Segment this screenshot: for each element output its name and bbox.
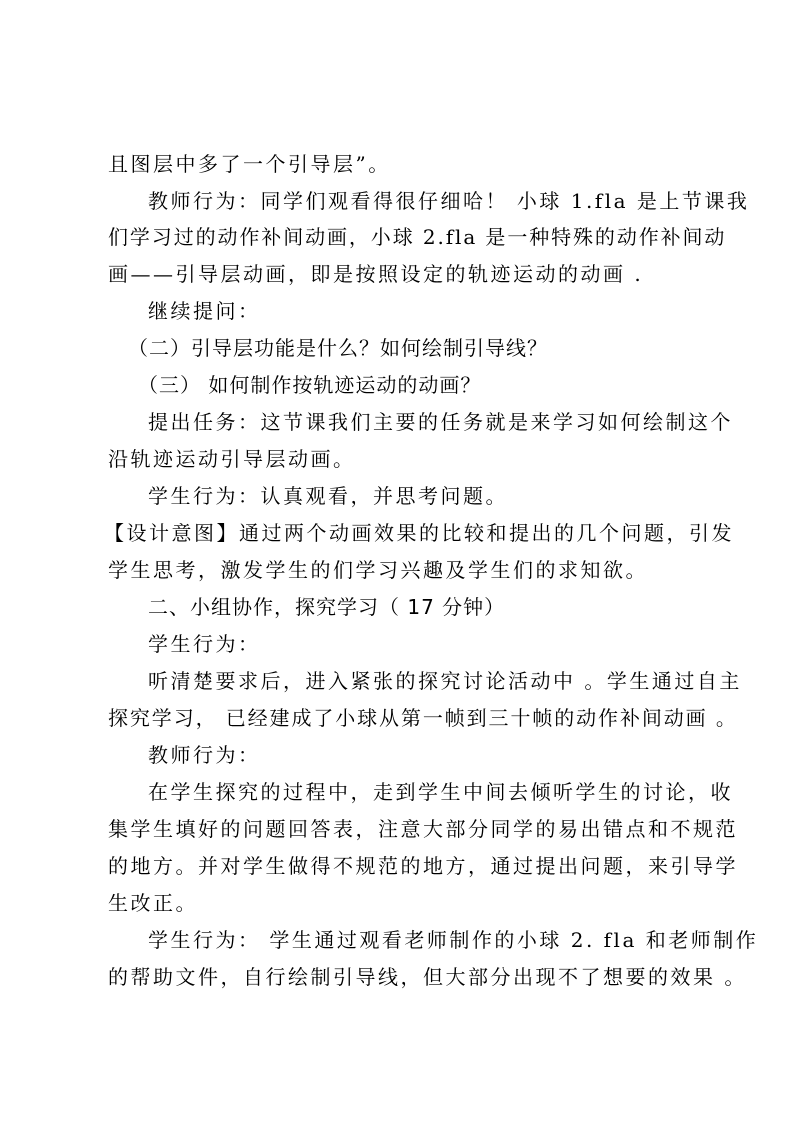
text-line: 【设计意图】通过两个动画效果的比较和提出的几个问题，引发 — [104, 521, 734, 545]
text-line: 生改正。 — [108, 891, 198, 915]
text-line: 的地方。并对学生做得不规范的地方，通过提出问题，来引导学 — [108, 854, 738, 878]
section-heading: （三） 如何制作按轨迹运动的动画？ — [138, 373, 482, 397]
text-line: 们学习过的动作补间动画，小球 2.fla 是一种特殊的动作补间动 — [108, 225, 727, 249]
text-line: 听清楚要求后，进入紧张的探究讨论活动中 。学生通过自主 — [148, 669, 742, 693]
text-line: 沿轨迹运动引导层动画。 — [108, 447, 356, 471]
text-line: 且图层中多了一个引导层”。 — [108, 152, 391, 176]
text-line: 学生行为： — [148, 632, 261, 656]
text-line: 继续提问： — [148, 299, 261, 323]
text-line: 在学生探究的过程中，走到学生中间去倾听学生的讨论，收 — [148, 780, 733, 804]
text-line: 学生行为：认真观看，并思考问题。 — [148, 484, 508, 508]
section-heading: （二）引导层功能是什么？如何绘制引导线？ — [128, 336, 548, 360]
section-heading: 二、小组协作，探究学习（ 17 分钟） — [148, 595, 506, 619]
text-line: 探究学习， 已经建成了小球从第一帧到三十帧的动作补间动画 。 — [108, 706, 738, 730]
text-line: 的帮助文件，自行绘制引导线，但大部分出现不了想要的效果 。 — [108, 965, 747, 989]
text-line: 学生思考，激发学生的们学习兴趣及学生们的求知欲。 — [108, 558, 648, 582]
text-line: 集学生填好的问题回答表，注意大部分同学的易出错点和不规范 — [108, 817, 738, 841]
text-line: 提出任务：这节课我们主要的任务就是来学习如何绘制这个 — [148, 410, 733, 434]
text-line: 教师行为：同学们观看得很仔细哈！ 小球 1.fla 是上节课我 — [148, 189, 750, 213]
text-line: 教师行为： — [148, 743, 261, 767]
text-line: 学生行为： 学生通过观看老师制作的小球 2. fla 和老师制作 — [148, 928, 759, 952]
text-line: 画——引导层动画，即是按照设定的轨迹运动的动画 . — [108, 262, 644, 286]
